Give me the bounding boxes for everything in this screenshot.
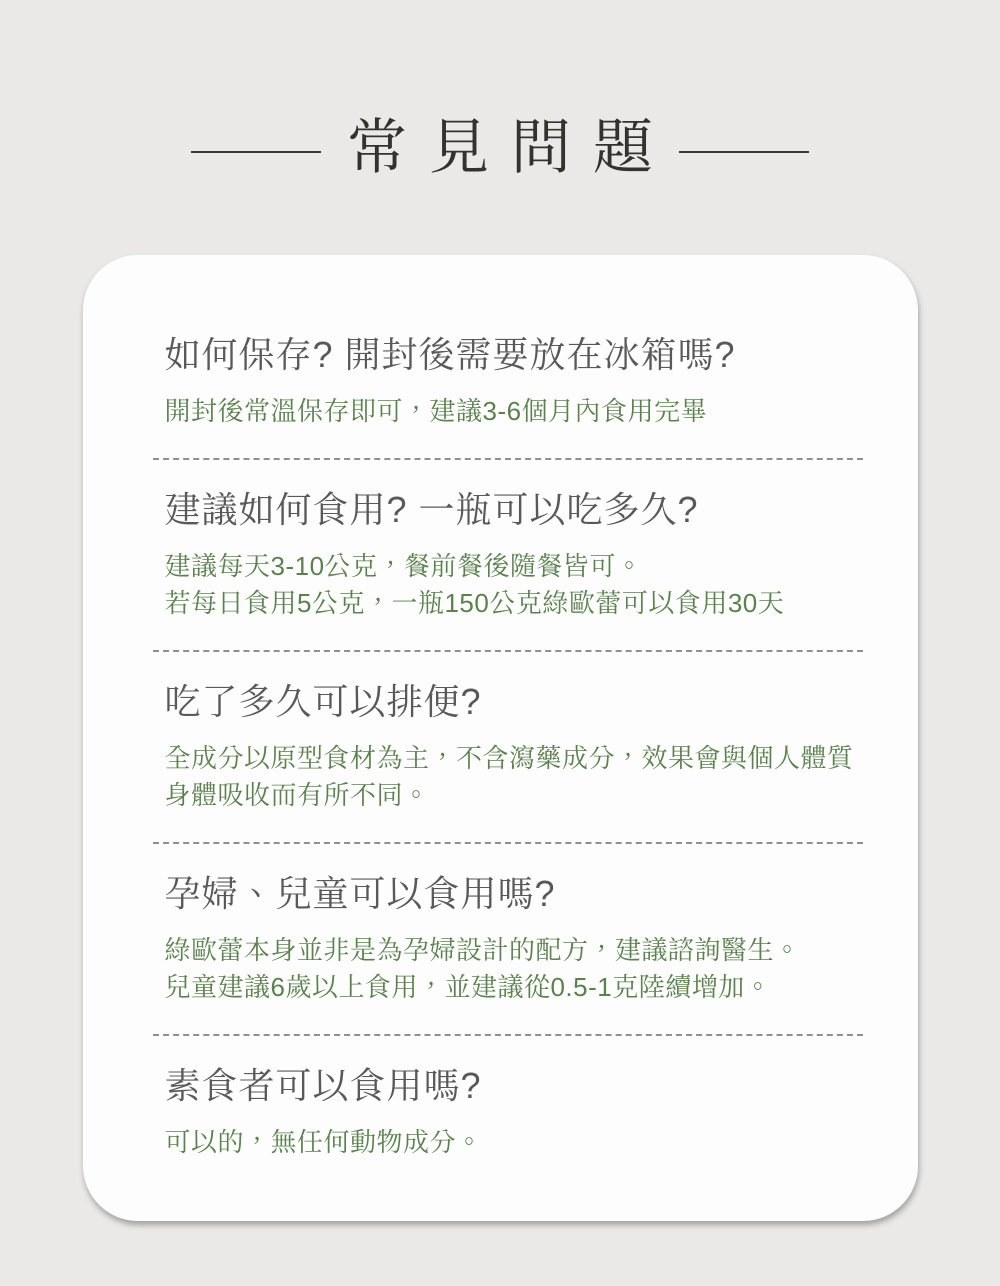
title-decoration-line-right [679,151,809,153]
faq-item-dosage [153,490,863,622]
faq-divider [153,1034,863,1036]
faq-question: 建議如何食用? 一瓶可以吃多久? [164,489,699,530]
faq-question: 孕婦、兒童可以食用嗎? [164,873,556,914]
faq-answer-line: 可以的，無任何動物成分。 [164,1127,483,1157]
faq-question: 如何保存? 開封後需要放在冰箱嗎? [164,334,736,375]
faq-answer-line: 綠歐蕾本身並非是為孕婦設計的配方，建議諮詢醫生。 [164,935,801,965]
faq-item-vegetarian [153,1066,863,1161]
faq-answer-line: 建議每天3-10公克，餐前餐後隨餐皆可。 [164,551,643,581]
faq-divider [153,842,863,844]
faq-answer-line: 兒童建議6歲以上食用，並建議從0.5-1克陸續增加。 [164,972,772,1002]
faq-divider [153,458,863,460]
faq-item-pregnant-children [153,874,863,1006]
faq-question: 吃了多久可以排便? [164,681,482,722]
faq-question: 素食者可以食用嗎? [164,1065,482,1106]
title-decoration-line-left [191,151,321,153]
faq-answer-line: 若每日食用5公克，一瓶150公克綠歐蕾可以食用30天 [164,588,785,618]
faq-answer-line: 身體吸收而有所不同。 [164,780,430,810]
page-title: 常見問題 [347,114,675,181]
faq-answer-line: 開封後常溫保存即可，建議3-6個月內食用完畢 [164,396,708,426]
faq-item-storage [153,335,863,430]
faq-section-header [0,0,1000,185]
faq-card [83,255,918,1221]
faq-answer-line: 全成分以原型食材為主，不含瀉藥成分，效果會與個人體質 [164,743,854,773]
faq-item-effect-time [153,682,863,814]
faq-divider [153,650,863,652]
